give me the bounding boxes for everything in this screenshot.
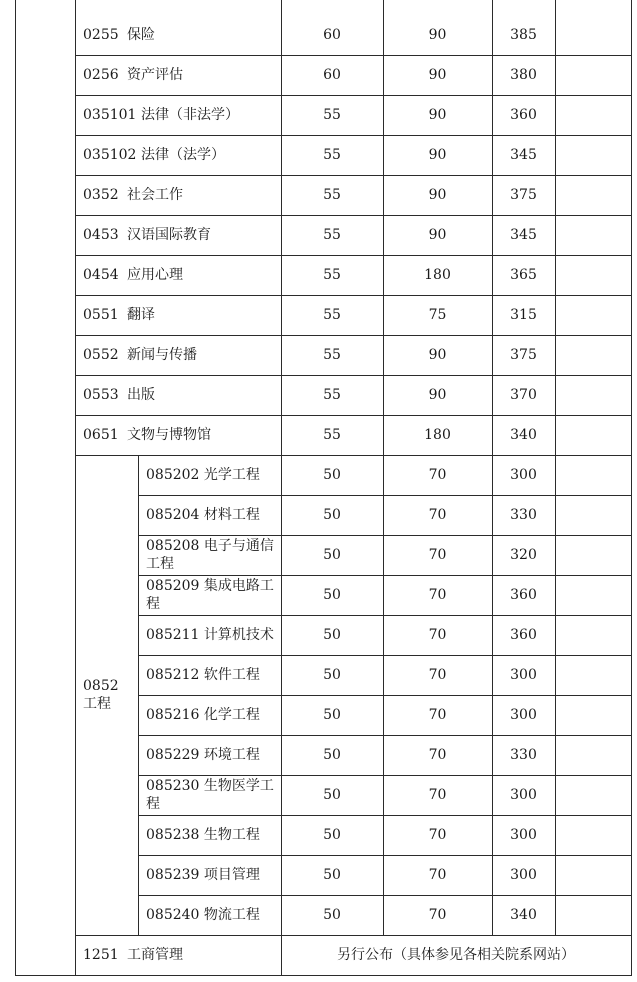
value-text: 370 (510, 387, 537, 403)
value-text: 55 (323, 107, 341, 123)
program-name: 法律（法学） (141, 147, 225, 163)
sub-7-value-3 (492, 735, 555, 775)
sub-5-value-1 (281, 655, 383, 695)
sub-2-value-1 (281, 535, 383, 575)
sub-program-line: 程 (146, 596, 160, 612)
value-text: 300 (510, 707, 537, 723)
sub-5-value-2 (383, 655, 492, 695)
sub-4-value-1 (281, 615, 383, 655)
value-text: 365 (510, 267, 537, 283)
table-row (75, 415, 281, 455)
row-10-value-1 (281, 415, 383, 455)
sub-program-line: 085211 计算机技术 (146, 627, 274, 643)
value-text: 90 (428, 147, 447, 163)
sub-1-value-3 (492, 495, 555, 535)
value-text: 375 (510, 347, 537, 363)
table-rule (15, 975, 632, 976)
table-row (75, 335, 281, 375)
value-text: 70 (428, 827, 447, 843)
table-rule (383, 0, 384, 935)
value-text: 70 (428, 547, 447, 563)
row-9-value-3 (492, 375, 555, 415)
value-text: 50 (323, 627, 341, 643)
engineering-group (75, 455, 138, 935)
table-row (75, 95, 281, 135)
program-name: 保险 (127, 27, 155, 43)
table-rule (281, 0, 282, 975)
value-text: 300 (510, 667, 537, 683)
value-text: 340 (510, 427, 537, 443)
program-name: 文物与博物馆 (127, 427, 211, 443)
value-text: 360 (510, 587, 537, 603)
sub-10-value-3 (492, 855, 555, 895)
sub-1-value-2 (383, 495, 492, 535)
sub-program-row (138, 735, 281, 775)
row-1-value-3 (492, 55, 555, 95)
sub-program-row (138, 855, 281, 895)
table-row (75, 375, 281, 415)
sub-2-value-3 (492, 535, 555, 575)
row-8-value-3 (492, 335, 555, 375)
row-6-value-3 (492, 255, 555, 295)
program-name: 出版 (127, 387, 155, 403)
row-9-value-2 (383, 375, 492, 415)
sub-program-row (138, 575, 281, 615)
table-row (75, 255, 281, 295)
sub-9-value-1 (281, 815, 383, 855)
value-text: 340 (510, 907, 537, 923)
sub-program-line: 工程 (146, 556, 174, 572)
row-9-value-1 (281, 375, 383, 415)
value-text: 70 (428, 667, 447, 683)
value-text: 50 (323, 507, 341, 523)
value-text: 300 (510, 827, 537, 843)
value-text: 50 (323, 907, 341, 923)
sub-9-value-3 (492, 815, 555, 855)
table-row-last (75, 935, 281, 975)
sub-2-value-2 (383, 535, 492, 575)
sub-program-line: 085239 项目管理 (146, 867, 260, 883)
program-name: 社会工作 (127, 187, 183, 203)
row-5-value-2 (383, 215, 492, 255)
program-name: 新闻与传播 (127, 347, 197, 363)
sub-program-row (138, 535, 281, 575)
value-text: 70 (428, 747, 447, 763)
row-4-value-1 (281, 175, 383, 215)
value-text: 90 (428, 27, 447, 43)
sub-program-row (138, 615, 281, 655)
row-1-value-2 (383, 55, 492, 95)
row-2-value-3 (492, 95, 555, 135)
sub-3-value-3 (492, 575, 555, 615)
row-7-value-2 (383, 295, 492, 335)
sub-program-label (146, 906, 260, 924)
value-text: 330 (510, 747, 537, 763)
table-row (75, 135, 281, 175)
value-text: 180 (424, 427, 451, 443)
value-text: 75 (428, 307, 447, 323)
sub-6-value-1 (281, 695, 383, 735)
table-rule (75, 0, 76, 976)
sub-program-line: 程 (146, 796, 160, 812)
sub-6-value-2 (383, 695, 492, 735)
program-name: 工商管理 (127, 947, 183, 963)
row-3-value-2 (383, 135, 492, 175)
sub-program-row (138, 455, 281, 495)
sub-program-line: 085229 环境工程 (146, 747, 260, 763)
table-row (75, 175, 281, 215)
sub-10-value-1 (281, 855, 383, 895)
value-text: 70 (428, 787, 447, 803)
table-row (75, 295, 281, 335)
sub-0-value-1 (281, 455, 383, 495)
value-text: 55 (323, 147, 341, 163)
value-text: 55 (323, 187, 341, 203)
value-text: 360 (510, 107, 537, 123)
sub-program-line: 085240 物流工程 (146, 907, 260, 923)
sub-9-value-2 (383, 815, 492, 855)
value-text: 55 (323, 427, 341, 443)
program-code: 0553 (83, 387, 119, 403)
sub-3-value-1 (281, 575, 383, 615)
row-2-value-1 (281, 95, 383, 135)
value-text: 380 (510, 67, 537, 83)
sub-11-value-3 (492, 895, 555, 935)
row-5-value-3 (492, 215, 555, 255)
table-rule (492, 0, 493, 935)
value-text: 385 (510, 27, 537, 43)
sub-program-line: 085208 电子与通信 (146, 538, 274, 554)
program-code: 0651 (83, 427, 119, 443)
program-code: 0352 (83, 187, 119, 203)
value-text: 50 (323, 747, 341, 763)
sub-7-value-1 (281, 735, 383, 775)
sub-program-line: 085230 生物医学工 (146, 778, 274, 794)
row-0-value-1 (281, 15, 383, 55)
table-rule (555, 0, 556, 935)
sub-8-value-1 (281, 775, 383, 815)
sub-program-label (146, 746, 260, 764)
row-10-value-3 (492, 415, 555, 455)
value-text: 315 (510, 307, 537, 323)
sub-11-value-2 (383, 895, 492, 935)
program-code: 0256 (83, 67, 119, 83)
sub-program-label (146, 706, 260, 724)
value-text: 360 (510, 627, 537, 643)
program-name: 翻译 (127, 307, 155, 323)
value-text: 55 (323, 267, 341, 283)
sub-program-line: 085209 集成电路工 (146, 578, 274, 594)
value-text: 70 (428, 627, 447, 643)
sub-program-row (138, 655, 281, 695)
program-code: 035102 (83, 147, 137, 163)
sub-program-line: 085202 光学工程 (146, 467, 260, 483)
sub-10-value-2 (383, 855, 492, 895)
table-row (75, 55, 281, 95)
row-3-value-3 (492, 135, 555, 175)
sub-8-value-2 (383, 775, 492, 815)
row-0-value-2 (383, 15, 492, 55)
sub-program-row (138, 495, 281, 535)
value-text: 55 (323, 347, 341, 363)
sub-program-label (146, 506, 260, 524)
table-rule (15, 0, 16, 976)
sub-1-value-1 (281, 495, 383, 535)
program-name: 汉语国际教育 (127, 227, 211, 243)
table-rule (138, 455, 139, 935)
value-text: 60 (323, 27, 341, 43)
value-text: 300 (510, 467, 537, 483)
value-text: 50 (323, 587, 341, 603)
announcement-note (281, 935, 631, 975)
value-text: 50 (323, 547, 341, 563)
value-text: 50 (323, 827, 341, 843)
value-text: 70 (428, 907, 447, 923)
sub-program-row (138, 895, 281, 935)
row-0-value-3 (492, 15, 555, 55)
value-text: 55 (323, 227, 341, 243)
program-name: 法律（非法学） (141, 107, 239, 123)
sub-program-label (146, 866, 260, 884)
table-rule (631, 0, 632, 976)
sub-4-value-3 (492, 615, 555, 655)
value-text: 70 (428, 867, 447, 883)
value-text: 320 (510, 547, 537, 563)
row-3-value-1 (281, 135, 383, 175)
row-10-value-2 (383, 415, 492, 455)
sub-program-row (138, 815, 281, 855)
value-text: 70 (428, 587, 447, 603)
program-code: 0454 (83, 267, 119, 283)
note-text: 另行公布（具体参见各相关院系网站） (337, 947, 575, 963)
sub-7-value-2 (383, 735, 492, 775)
sub-program-label (146, 777, 274, 813)
value-text: 90 (428, 347, 447, 363)
value-text: 70 (428, 707, 447, 723)
sub-program-line: 085212 软件工程 (146, 667, 260, 683)
value-text: 90 (428, 107, 447, 123)
value-text: 180 (424, 267, 451, 283)
program-code: 0552 (83, 347, 119, 363)
value-text: 50 (323, 667, 341, 683)
table-row (75, 215, 281, 255)
score-table (15, 0, 631, 978)
value-text: 55 (323, 387, 341, 403)
value-text: 70 (428, 507, 447, 523)
row-8-value-1 (281, 335, 383, 375)
value-text: 60 (323, 67, 341, 83)
value-text: 90 (428, 67, 447, 83)
sub-program-label (146, 577, 274, 613)
sub-program-row (138, 695, 281, 735)
row-4-value-2 (383, 175, 492, 215)
row-2-value-2 (383, 95, 492, 135)
sub-5-value-3 (492, 655, 555, 695)
row-7-value-1 (281, 295, 383, 335)
group-code: 0852 (83, 678, 119, 694)
program-code: 0453 (83, 227, 119, 243)
sub-6-value-3 (492, 695, 555, 735)
value-text: 50 (323, 787, 341, 803)
sub-program-label (146, 826, 260, 844)
program-name: 资产评估 (127, 67, 183, 83)
value-text: 345 (510, 147, 537, 163)
sub-3-value-2 (383, 575, 492, 615)
value-text: 330 (510, 507, 537, 523)
sub-program-label (146, 666, 260, 684)
value-text: 90 (428, 227, 447, 243)
row-5-value-1 (281, 215, 383, 255)
sub-program-label (146, 626, 274, 644)
group-name: 工程 (83, 696, 111, 712)
program-code: 0255 (83, 27, 119, 43)
value-text: 50 (323, 467, 341, 483)
sub-program-label (146, 466, 260, 484)
program-code: 035101 (83, 107, 137, 123)
value-text: 345 (510, 227, 537, 243)
value-text: 55 (323, 307, 341, 323)
row-6-value-1 (281, 255, 383, 295)
sub-program-line: 085238 生物工程 (146, 827, 260, 843)
program-code: 0551 (83, 307, 119, 323)
value-text: 50 (323, 707, 341, 723)
row-8-value-2 (383, 335, 492, 375)
sub-program-label (146, 537, 274, 573)
sub-program-line: 085216 化学工程 (146, 707, 260, 723)
sub-11-value-1 (281, 895, 383, 935)
value-text: 50 (323, 867, 341, 883)
program-name: 应用心理 (127, 267, 183, 283)
value-text: 300 (510, 787, 537, 803)
program-code: 1251 (83, 947, 119, 963)
value-text: 300 (510, 867, 537, 883)
sub-0-value-2 (383, 455, 492, 495)
sub-0-value-3 (492, 455, 555, 495)
sub-4-value-2 (383, 615, 492, 655)
row-1-value-1 (281, 55, 383, 95)
row-7-value-3 (492, 295, 555, 335)
value-text: 375 (510, 187, 537, 203)
row-6-value-2 (383, 255, 492, 295)
sub-program-line: 085204 材料工程 (146, 507, 260, 523)
row-4-value-3 (492, 175, 555, 215)
table-row (75, 15, 281, 55)
value-text: 90 (428, 387, 447, 403)
value-text: 70 (428, 467, 447, 483)
sub-8-value-3 (492, 775, 555, 815)
value-text: 90 (428, 187, 447, 203)
sub-program-row (138, 775, 281, 815)
